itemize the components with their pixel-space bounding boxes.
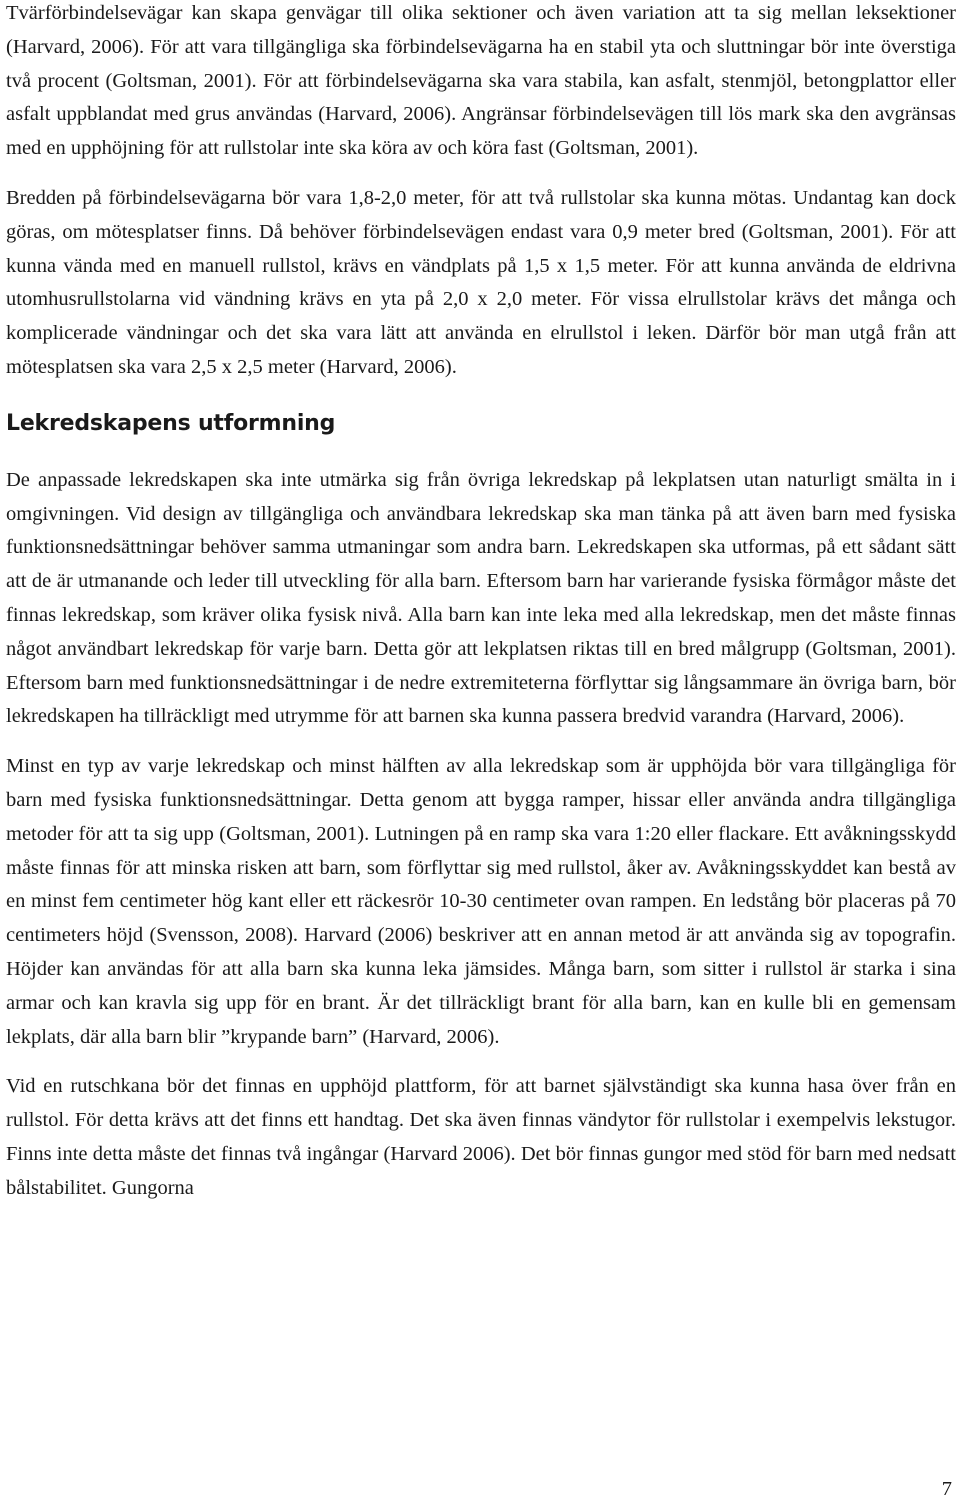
page-number: 7 (941, 1478, 952, 1500)
section-heading: Lekredskapens utformning (6, 410, 336, 436)
paragraph-slide-platform: Vid en rutschkana bör det finnas en upphöjd plattform, för att barnet självständigt ska kunna hasa över från en rullstol. För detta krävs att det finns ett handtag. Det ska även finnas vändytor för rullstolar i exempelvis lekstugor. Finns inte detta måste det finnas två ingångar (Harvard 2006). Det bör finnas gungor med stöd för barn med nedsatt bålstabilitet. Gungorna (6, 1075, 956, 1199)
document-page (6, 0, 956, 1206)
paragraph-connecting-paths: Tvärförbindelsevägar kan skapa genvägar till olika sektioner och även variation att ta sig mellan leksektioner (Harvard, 2006). För att vara tillgängliga ska förbindelsevägarna ha en stabil yta och sluttningar bör inte överstiga två procent (Goltsman, 2001). För att förbindelsevägarna ska vara stabila, kan asfalt, stenmjöl, betongplattor eller asfalt uppblandat med grus användas (Harvard, 2006). Angränsar förbindelsevägen till lös mark ska den avgränsas med en upphöjning för att rullstolar inte ska köra av och köra fast (Goltsman, 2001). (6, 2, 956, 160)
paragraph-adapted-equipment: De anpassade lekredskapen ska inte utmärka sig från övriga lekredskap på lekplatsen utan naturligt smälta in i omgivningen. Vid design av tillgängliga och användbara lekredskap ska man tänka på att även barn med fysiska funktionsnedsättningar behöver samma utmaningar som andra barn. Lekredskapen ska utformas, på ett sådant sätt att de är utmanande och leder till utveckling för alla barn. Eftersom barn har varierande fysiska förmågor måste det finnas lekredskap, som kräver olika fysisk nivå. Alla barn kan inte leka med alla lekredskap, men det måste finnas något användbart lekredskap för varje barn. Detta gör att lekplatsen riktas till en bred målgrupp (Goltsman, 2001). Eftersom barn med funktionsnedsättningar i de nedre extremiteterna förflyttar sig långsammare än övriga barn, bör lekredskapen ha tillräckligt med utrymme för att barnen ska kunna passera bredvid varandra (Harvard, 2006). (6, 468, 956, 728)
paragraph-elevated-equipment: Minst en typ av varje lekredskap och minst hälften av alla lekredskap som är upphöjda bör vara tillgängliga för barn med fysiska funktionsnedsättningar. Detta genom att bygga ramper, hissar eller använda andra tillgängliga metoder för att ta sig upp (Goltsman, 2001). Lutningen på en ramp ska vara 1:20 eller flackare. Ett avåkningsskydd måste finnas för att minska risken att barn, som förflyttar sig med rullstol, åker av. Avåkningsskyddet kan bestå av en minst fem centimeter hög kant eller ett räckesrör 10-30 centimeter ovan rampen. En ledstång bör placeras på 70 centimeters höjd (Svensson, 2008). Harvard (2006) beskriver att en annan metod är att använda sig av topografin. Höjder kan användas för att alla barn ska kunna leka jämsides. Många barn, som sitter i rullstol är starka i sina armar och kan kravla sig upp för en brant. Är det tillräckligt brant för alla barn, kan en kulle bli en gemensam lekplats, där alla barn blir ”krypande barn” (Harvard, 2006). (6, 755, 956, 1048)
paragraph-path-width: Bredden på förbindelsevägarna bör vara 1,8-2,0 meter, för att två rullstolar ska kunna mötas. Undantag kan dock göras, om mötesplatser finns. Då behöver förbindelsevägen endast vara 0,9 meter bred (Goltsman, 2001). För att kunna vända med en manuell rullstol, krävs en vändplats på 1,5 x 1,5 meter. För att kunna använda de eldrivna utomhusrullstolarna vid vändning krävs en yta på 2,0 x 2,0 meter. För vissa elrullstolar krävs det många och komplicerade vändningar och det ska vara lätt att använda en elrullstol i leken. Därför bör man utgå från att mötesplatsen ska vara 2,5 x 2,5 meter (Harvard, 2006). (6, 186, 956, 378)
